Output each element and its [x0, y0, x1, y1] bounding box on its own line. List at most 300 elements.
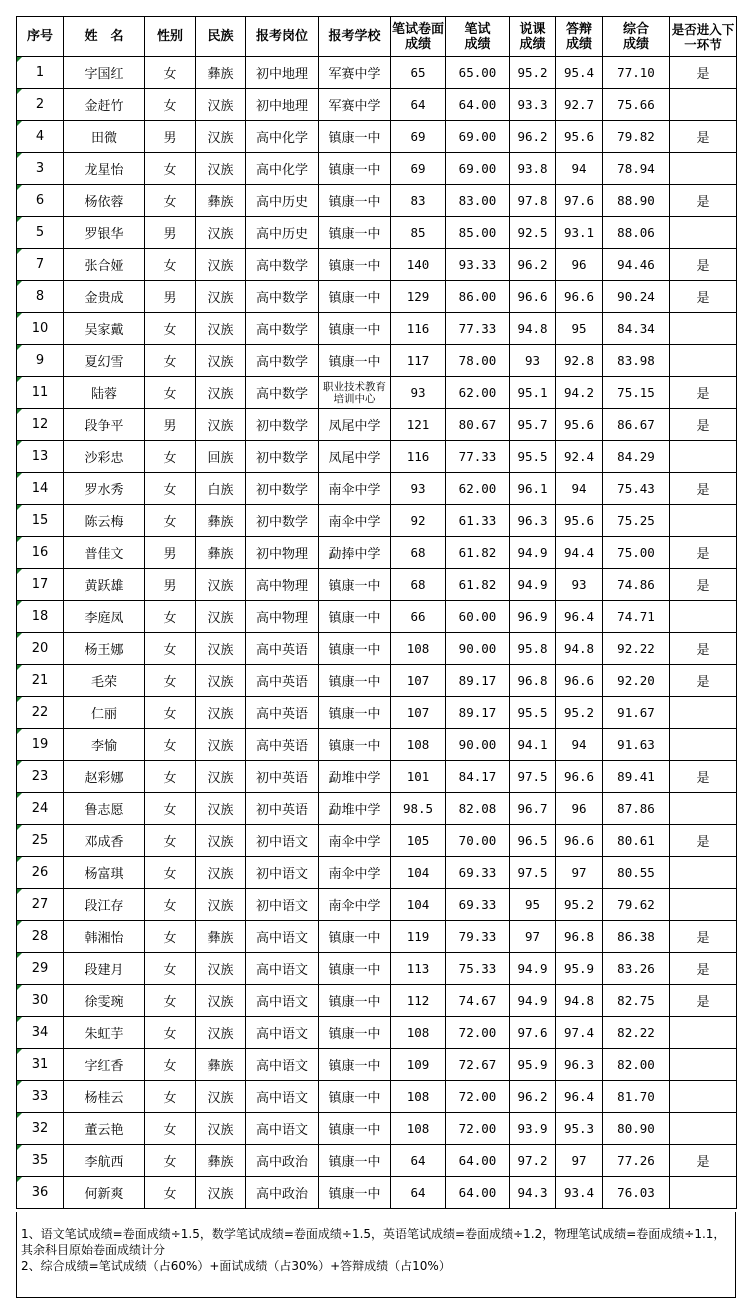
cell-advance: [670, 729, 737, 761]
cell-seq: 9: [17, 345, 64, 377]
cell-written: 93.33: [446, 249, 510, 281]
cell-seq: 23: [17, 761, 64, 793]
cell-ethnicity: 汉族: [196, 249, 246, 281]
cell-advance: [670, 793, 737, 825]
cell-lecture: 96.7: [510, 793, 556, 825]
cell-lecture: 95.7: [510, 409, 556, 441]
cell-name: 金赶竹: [64, 89, 145, 121]
table-row: [17, 1145, 737, 1177]
table-row: [17, 121, 737, 153]
cell-name: 张合娅: [64, 249, 145, 281]
cell-gender: 女: [145, 825, 196, 857]
cell-ethnicity: 汉族: [196, 569, 246, 601]
cell-composite: 75.43: [603, 473, 670, 505]
cell-position: 高中历史: [246, 185, 319, 217]
cell-composite: 86.67: [603, 409, 670, 441]
cell-gender: 女: [145, 1017, 196, 1049]
cell-composite: 77.26: [603, 1145, 670, 1177]
results-table: [16, 16, 737, 1209]
cell-gender: 女: [145, 729, 196, 761]
header-row: [17, 17, 737, 57]
col-header-written: 笔试成绩: [446, 17, 510, 57]
cell-ethnicity: 汉族: [196, 761, 246, 793]
cell-seq: 18: [17, 601, 64, 633]
col-header-school: 报考学校: [319, 17, 391, 57]
table-row: [17, 953, 737, 985]
cell-name: 段江存: [64, 889, 145, 921]
cell-advance: 是: [670, 281, 737, 313]
cell-raw-written: 68: [391, 569, 446, 601]
cell-ethnicity: 汉族: [196, 889, 246, 921]
cell-gender: 女: [145, 1049, 196, 1081]
table-row: [17, 185, 737, 217]
cell-advance: 是: [670, 249, 737, 281]
cell-composite: 82.75: [603, 985, 670, 1017]
cell-school: 镇康一中: [319, 921, 391, 953]
cell-school: 镇康一中: [319, 249, 391, 281]
cell-raw-written: 117: [391, 345, 446, 377]
cell-advance: [670, 217, 737, 249]
cell-name: 鲁志愿: [64, 793, 145, 825]
cell-composite: 77.10: [603, 57, 670, 89]
table-row: [17, 537, 737, 569]
cell-defense: 94.2: [556, 377, 603, 409]
cell-seq: 14: [17, 473, 64, 505]
table-row: [17, 249, 737, 281]
cell-gender: 女: [145, 1113, 196, 1145]
cell-school: 镇康一中: [319, 697, 391, 729]
cell-written: 77.33: [446, 313, 510, 345]
cell-position: 高中数学: [246, 377, 319, 409]
cell-written: 64.00: [446, 1145, 510, 1177]
cell-ethnicity: 汉族: [196, 377, 246, 409]
table-row: [17, 1081, 737, 1113]
cell-advance: [670, 601, 737, 633]
cell-gender: 女: [145, 633, 196, 665]
cell-school: 镇康一中: [319, 217, 391, 249]
cell-defense: 96.4: [556, 1081, 603, 1113]
cell-seq: 22: [17, 697, 64, 729]
cell-written: 74.67: [446, 985, 510, 1017]
cell-ethnicity: 汉族: [196, 1017, 246, 1049]
cell-defense: 95.9: [556, 953, 603, 985]
cell-written: 79.33: [446, 921, 510, 953]
cell-name: 黄跃雄: [64, 569, 145, 601]
cell-composite: 79.82: [603, 121, 670, 153]
table-row: [17, 345, 737, 377]
cell-advance: 是: [670, 761, 737, 793]
cell-written: 69.33: [446, 857, 510, 889]
cell-defense: 96.8: [556, 921, 603, 953]
cell-lecture: 96.3: [510, 505, 556, 537]
cell-ethnicity: 回族: [196, 441, 246, 473]
cell-composite: 92.22: [603, 633, 670, 665]
cell-gender: 女: [145, 249, 196, 281]
cell-written: 72.67: [446, 1049, 510, 1081]
cell-raw-written: 112: [391, 985, 446, 1017]
cell-raw-written: 85: [391, 217, 446, 249]
cell-advance: [670, 345, 737, 377]
cell-written: 69.00: [446, 121, 510, 153]
cell-lecture: 97.6: [510, 1017, 556, 1049]
cell-seq: 24: [17, 793, 64, 825]
cell-ethnicity: 汉族: [196, 217, 246, 249]
cell-name: 段争平: [64, 409, 145, 441]
table-row: [17, 57, 737, 89]
cell-lecture: 94.1: [510, 729, 556, 761]
cell-gender: 女: [145, 313, 196, 345]
cell-defense: 97.4: [556, 1017, 603, 1049]
cell-lecture: 94.8: [510, 313, 556, 345]
cell-advance: 是: [670, 633, 737, 665]
cell-defense: 95.2: [556, 889, 603, 921]
cell-defense: 93: [556, 569, 603, 601]
cell-composite: 81.70: [603, 1081, 670, 1113]
cell-seq: 25: [17, 825, 64, 857]
cell-composite: 86.38: [603, 921, 670, 953]
cell-name: 杨桂云: [64, 1081, 145, 1113]
cell-position: 高中英语: [246, 729, 319, 761]
cell-position: 高中语文: [246, 1113, 319, 1145]
cell-defense: 95.2: [556, 697, 603, 729]
cell-gender: 女: [145, 345, 196, 377]
cell-written: 60.00: [446, 601, 510, 633]
cell-gender: 女: [145, 153, 196, 185]
cell-seq: 31: [17, 1049, 64, 1081]
cell-seq: 3: [17, 153, 64, 185]
cell-written: 84.17: [446, 761, 510, 793]
cell-lecture: 95.9: [510, 1049, 556, 1081]
cell-raw-written: 108: [391, 1113, 446, 1145]
cell-written: 89.17: [446, 665, 510, 697]
cell-seq: 1: [17, 57, 64, 89]
cell-seq: 13: [17, 441, 64, 473]
cell-position: 高中语文: [246, 1017, 319, 1049]
cell-position: 高中化学: [246, 153, 319, 185]
col-header-advance: 是否进入下一环节: [670, 17, 737, 57]
cell-gender: 女: [145, 1177, 196, 1209]
cell-ethnicity: 汉族: [196, 1081, 246, 1113]
table-row: [17, 1049, 737, 1081]
cell-defense: 94: [556, 473, 603, 505]
cell-position: 高中英语: [246, 665, 319, 697]
table-row: [17, 473, 737, 505]
cell-advance: [670, 1049, 737, 1081]
cell-written: 65.00: [446, 57, 510, 89]
cell-seq: 26: [17, 857, 64, 889]
cell-composite: 88.90: [603, 185, 670, 217]
cell-gender: 女: [145, 761, 196, 793]
cell-composite: 75.00: [603, 537, 670, 569]
cell-gender: 女: [145, 1145, 196, 1177]
cell-raw-written: 104: [391, 889, 446, 921]
cell-composite: 74.86: [603, 569, 670, 601]
cell-raw-written: 121: [391, 409, 446, 441]
cell-name: 邓成香: [64, 825, 145, 857]
cell-written: 69.33: [446, 889, 510, 921]
table-row: [17, 505, 737, 537]
cell-ethnicity: 汉族: [196, 857, 246, 889]
col-header-composite: 综合成绩: [603, 17, 670, 57]
cell-lecture: 93.9: [510, 1113, 556, 1145]
cell-position: 高中政治: [246, 1177, 319, 1209]
table-row: [17, 153, 737, 185]
cell-raw-written: 119: [391, 921, 446, 953]
cell-position: 初中英语: [246, 761, 319, 793]
cell-advance: [670, 857, 737, 889]
cell-name: 何新爽: [64, 1177, 145, 1209]
cell-gender: 男: [145, 281, 196, 313]
table-row: [17, 697, 737, 729]
cell-gender: 女: [145, 665, 196, 697]
cell-gender: 女: [145, 473, 196, 505]
cell-position: 高中数学: [246, 313, 319, 345]
cell-composite: 80.61: [603, 825, 670, 857]
cell-lecture: 92.5: [510, 217, 556, 249]
cell-composite: 75.15: [603, 377, 670, 409]
cell-raw-written: 83: [391, 185, 446, 217]
cell-seq: 32: [17, 1113, 64, 1145]
cell-name: 字红香: [64, 1049, 145, 1081]
cell-composite: 87.86: [603, 793, 670, 825]
cell-position: 初中物理: [246, 537, 319, 569]
cell-advance: 是: [670, 985, 737, 1017]
cell-school: 南伞中学: [319, 825, 391, 857]
cell-written: 78.00: [446, 345, 510, 377]
cell-school: 凤尾中学: [319, 409, 391, 441]
cell-school: 镇康一中: [319, 1113, 391, 1145]
table-row: [17, 633, 737, 665]
cell-name: 段建月: [64, 953, 145, 985]
cell-composite: 90.24: [603, 281, 670, 313]
cell-written: 61.33: [446, 505, 510, 537]
cell-ethnicity: 汉族: [196, 633, 246, 665]
cell-seq: 2: [17, 89, 64, 121]
cell-seq: 34: [17, 1017, 64, 1049]
cell-ethnicity: 彝族: [196, 57, 246, 89]
cell-position: 初中英语: [246, 793, 319, 825]
cell-raw-written: 66: [391, 601, 446, 633]
note-1: 1、语文笔试成绩=卷面成绩÷1.5，数学笔试成绩=卷面成绩÷1.5，英语笔试成绩=卷面成绩÷1.2，物理笔试成绩=卷面成绩÷1.1，其余科目原始卷面成绩计分: [21, 1227, 726, 1257]
cell-lecture: 93.8: [510, 153, 556, 185]
cell-raw-written: 64: [391, 1177, 446, 1209]
cell-seq: 12: [17, 409, 64, 441]
cell-seq: 4: [17, 121, 64, 153]
cell-defense: 95.6: [556, 121, 603, 153]
cell-seq: 33: [17, 1081, 64, 1113]
cell-gender: 女: [145, 921, 196, 953]
table-row: [17, 89, 737, 121]
cell-advance: 是: [670, 1145, 737, 1177]
cell-seq: 28: [17, 921, 64, 953]
cell-school: 镇康一中: [319, 985, 391, 1017]
cell-advance: 是: [670, 473, 737, 505]
cell-raw-written: 69: [391, 153, 446, 185]
cell-position: 高中语文: [246, 1049, 319, 1081]
cell-ethnicity: 汉族: [196, 409, 246, 441]
cell-advance: 是: [670, 921, 737, 953]
cell-composite: 82.22: [603, 1017, 670, 1049]
cell-raw-written: 108: [391, 633, 446, 665]
cell-position: 初中语文: [246, 889, 319, 921]
cell-school: 镇康一中: [319, 665, 391, 697]
cell-raw-written: 92: [391, 505, 446, 537]
cell-written: 72.00: [446, 1017, 510, 1049]
cell-position: 初中数学: [246, 441, 319, 473]
table-row: [17, 729, 737, 761]
cell-school: 南伞中学: [319, 473, 391, 505]
table-row: [17, 825, 737, 857]
cell-advance: 是: [670, 409, 737, 441]
cell-position: 高中英语: [246, 697, 319, 729]
col-header-seq: 序号: [17, 17, 64, 57]
cell-composite: 94.46: [603, 249, 670, 281]
cell-raw-written: 98.5: [391, 793, 446, 825]
cell-name: 字国红: [64, 57, 145, 89]
cell-defense: 96.6: [556, 665, 603, 697]
cell-defense: 93.4: [556, 1177, 603, 1209]
cell-ethnicity: 汉族: [196, 281, 246, 313]
cell-name: 董云艳: [64, 1113, 145, 1145]
col-header-raw-written: 笔试卷面成绩: [391, 17, 446, 57]
cell-composite: 80.55: [603, 857, 670, 889]
cell-advance: 是: [670, 537, 737, 569]
cell-ethnicity: 汉族: [196, 697, 246, 729]
cell-written: 85.00: [446, 217, 510, 249]
cell-name: 韩湘怡: [64, 921, 145, 953]
cell-ethnicity: 彝族: [196, 1145, 246, 1177]
cell-gender: 女: [145, 505, 196, 537]
cell-gender: 女: [145, 793, 196, 825]
cell-raw-written: 69: [391, 121, 446, 153]
cell-raw-written: 107: [391, 697, 446, 729]
cell-school: 镇康一中: [319, 601, 391, 633]
table-row: [17, 1017, 737, 1049]
cell-position: 初中数学: [246, 473, 319, 505]
cell-lecture: 96.1: [510, 473, 556, 505]
cell-gender: 女: [145, 601, 196, 633]
cell-school: 南伞中学: [319, 889, 391, 921]
cell-defense: 95.3: [556, 1113, 603, 1145]
cell-raw-written: 116: [391, 441, 446, 473]
table-row: [17, 921, 737, 953]
cell-school: 勐堆中学: [319, 761, 391, 793]
cell-ethnicity: 汉族: [196, 1113, 246, 1145]
cell-defense: 92.4: [556, 441, 603, 473]
cell-seq: 5: [17, 217, 64, 249]
cell-written: 64.00: [446, 1177, 510, 1209]
cell-raw-written: 108: [391, 1017, 446, 1049]
cell-school: 镇康一中: [319, 1145, 391, 1177]
cell-lecture: 94.9: [510, 569, 556, 601]
cell-lecture: 95.8: [510, 633, 556, 665]
cell-raw-written: 109: [391, 1049, 446, 1081]
table-row: [17, 889, 737, 921]
cell-raw-written: 116: [391, 313, 446, 345]
cell-raw-written: 140: [391, 249, 446, 281]
col-header-name: 姓 名: [64, 17, 145, 57]
cell-seq: 11: [17, 377, 64, 409]
cell-composite: 83.26: [603, 953, 670, 985]
cell-school: 镇康一中: [319, 1177, 391, 1209]
cell-written: 80.67: [446, 409, 510, 441]
cell-defense: 94: [556, 153, 603, 185]
cell-ethnicity: 汉族: [196, 665, 246, 697]
cell-raw-written: 105: [391, 825, 446, 857]
cell-raw-written: 113: [391, 953, 446, 985]
cell-ethnicity: 汉族: [196, 345, 246, 377]
cell-gender: 男: [145, 537, 196, 569]
cell-position: 高中政治: [246, 1145, 319, 1177]
cell-ethnicity: 汉族: [196, 89, 246, 121]
cell-name: 沙彩忠: [64, 441, 145, 473]
cell-defense: 96.6: [556, 761, 603, 793]
cell-written: 82.08: [446, 793, 510, 825]
note-2: 2、综合成绩=笔试成绩（占60%）+面试成绩（占30%）+答辩成绩（占10%）: [21, 1259, 451, 1273]
cell-defense: 95.6: [556, 505, 603, 537]
cell-school: 镇康一中: [319, 121, 391, 153]
cell-defense: 96: [556, 249, 603, 281]
cell-gender: 女: [145, 57, 196, 89]
cell-ethnicity: 彝族: [196, 185, 246, 217]
cell-gender: 女: [145, 857, 196, 889]
cell-position: 初中地理: [246, 89, 319, 121]
cell-advance: 是: [670, 569, 737, 601]
cell-defense: 97: [556, 857, 603, 889]
cell-written: 64.00: [446, 89, 510, 121]
cell-composite: 84.29: [603, 441, 670, 473]
cell-name: 陈云梅: [64, 505, 145, 537]
table-row: [17, 761, 737, 793]
cell-name: 田微: [64, 121, 145, 153]
cell-composite: 91.63: [603, 729, 670, 761]
cell-school: 镇康一中: [319, 1049, 391, 1081]
cell-lecture: 97.5: [510, 761, 556, 793]
cell-defense: 96.4: [556, 601, 603, 633]
cell-seq: 6: [17, 185, 64, 217]
cell-position: 初中地理: [246, 57, 319, 89]
cell-raw-written: 107: [391, 665, 446, 697]
cell-composite: 80.90: [603, 1113, 670, 1145]
cell-lecture: 96.2: [510, 121, 556, 153]
cell-advance: 是: [670, 121, 737, 153]
cell-composite: 82.00: [603, 1049, 670, 1081]
cell-defense: 97.6: [556, 185, 603, 217]
cell-name: 金贵成: [64, 281, 145, 313]
cell-ethnicity: 彝族: [196, 537, 246, 569]
cell-name: 徐雯琬: [64, 985, 145, 1017]
cell-advance: [670, 889, 737, 921]
cell-advance: [670, 153, 737, 185]
cell-seq: 35: [17, 1145, 64, 1177]
table-row: [17, 793, 737, 825]
cell-raw-written: 108: [391, 729, 446, 761]
cell-advance: [670, 1113, 737, 1145]
cell-composite: 74.71: [603, 601, 670, 633]
cell-raw-written: 65: [391, 57, 446, 89]
cell-position: 高中物理: [246, 569, 319, 601]
cell-gender: 女: [145, 985, 196, 1017]
table-row: [17, 217, 737, 249]
cell-written: 70.00: [446, 825, 510, 857]
cell-advance: 是: [670, 185, 737, 217]
table-row: [17, 665, 737, 697]
table-row: [17, 1113, 737, 1145]
cell-position: 高中英语: [246, 633, 319, 665]
cell-gender: 女: [145, 89, 196, 121]
cell-position: 初中数学: [246, 409, 319, 441]
cell-name: 罗水秀: [64, 473, 145, 505]
